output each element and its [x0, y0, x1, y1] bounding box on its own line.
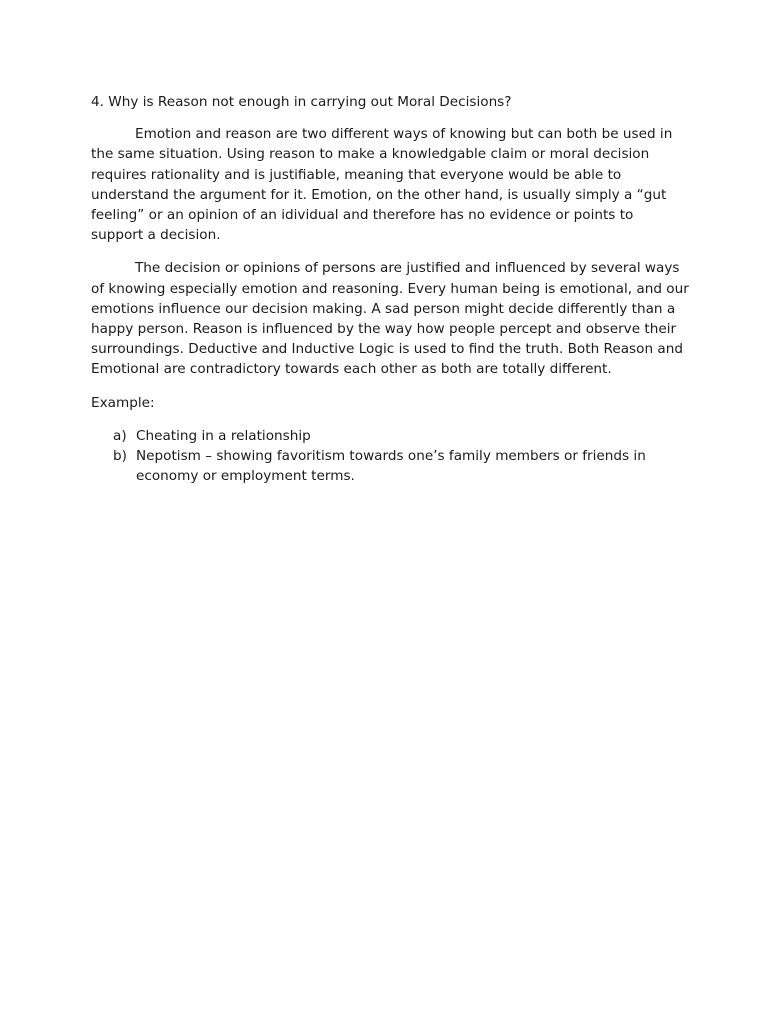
paragraph-1: Emotion and reason are two different ways of knowing but can both be used in the same situation. Using reason to make a knowledgable claim or moral decision requires rationality and is justifiable, meaning that everyone would be able to understand the argument for it. Emotion, on the other hand, is usually simply a “gut feeling” or an opinion of an idividual and therefore has no evidence or points to support a decision.	[91, 126, 673, 244]
question-heading: 4. Why is Reason not enough in carrying out Moral Decisions?	[91, 94, 512, 110]
list-item-text: Nepotism – showing favoritism towards one’s family members or friends in economy or employment terms.	[136, 448, 646, 485]
list-item-text: Cheating in a relationship	[136, 427, 311, 444]
list-marker: b)	[113, 448, 127, 465]
paragraph-2: The decision or opinions of persons are justified and influenced by several ways of knowing especially emotion and reasoning. Every human being is emotional, and our emotions influence our decision making. A sad person might decide differently than a happy person. Reason is influenced by the way how people percept and observe their surroundings. Deductive and Inductive Logic is used to find the truth. Both Reason and Emotional are contradictory towards each other as both are totally different.	[91, 260, 689, 378]
document-body	[91, 92, 689, 486]
list-marker: a)	[113, 427, 127, 444]
list-item	[91, 426, 689, 446]
list-item	[91, 446, 689, 486]
example-list	[91, 426, 689, 487]
example-label: Example:	[91, 394, 155, 411]
